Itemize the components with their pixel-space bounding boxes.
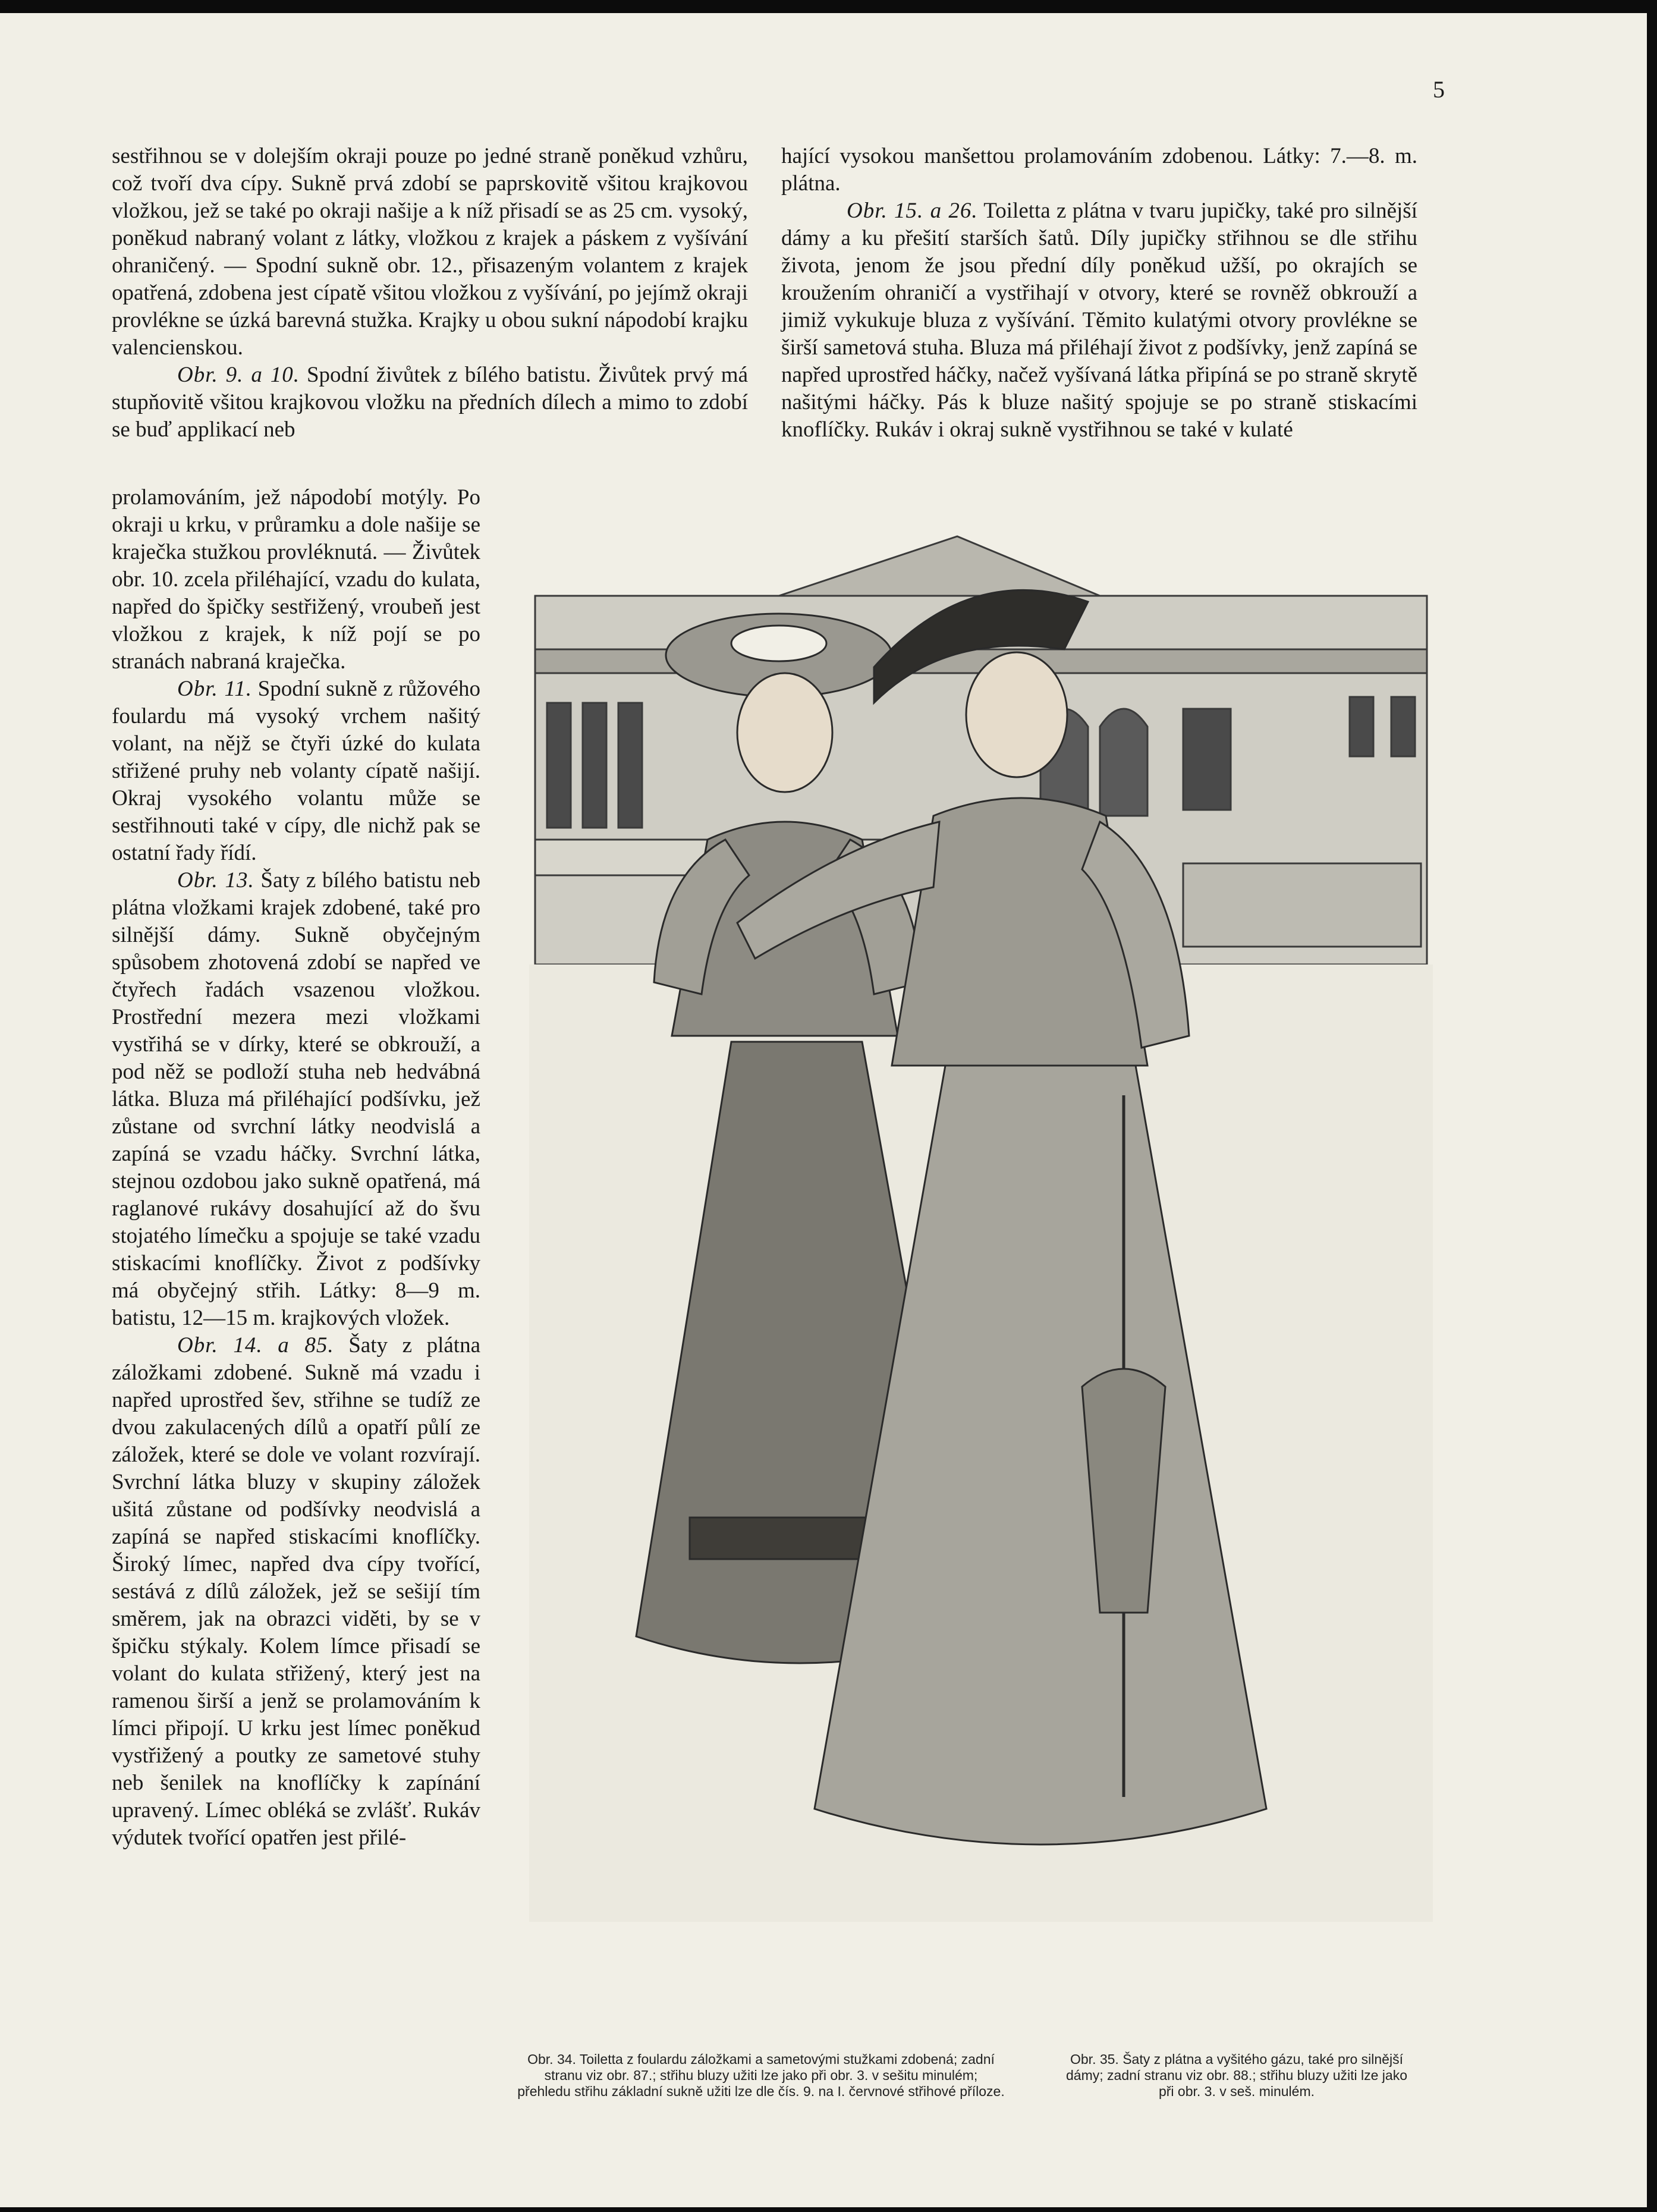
paragraph: hající vysokou manšettou prolamováním zdobenou. Látky: 7.—8. m. plátna. — [781, 144, 1417, 196]
paragraph — [781, 197, 1417, 444]
figure-reference: Obr. 15. a 26. — [847, 199, 978, 223]
paragraph: prolamováním, jež nápodobí motýly. Po okraji u krku, v průramku a dole našije se kraječka stužkou provléknutá. — Živůtek obr. 10. zcela přiléhající, vzadu do kulata, napřed do špičky sestřižený, vroubeň jest vložkou z krajek, k níž pojí se po stranách nabraná kraječka. — [112, 485, 480, 674]
figure-reference: Obr. 13. — [177, 868, 254, 893]
figure-reference: Obr. 14. a 85. — [177, 1333, 334, 1358]
paragraph — [112, 362, 748, 444]
paragraph — [112, 675, 480, 867]
right-column-top — [781, 143, 1417, 444]
paragraph — [112, 867, 480, 1332]
fashion-plate-drawing — [529, 530, 1433, 1922]
left-column-top — [112, 143, 748, 444]
page-number: 5 — [1433, 76, 1445, 103]
paragraph-text: Spodní živůtek z bílého batistu. Živůtek prvý má stupňovitě všitou krajkovou vložku na předních dílech a mimo to zdobí se buď applikací neb — [112, 363, 749, 442]
fashion-plate-illustration — [529, 530, 1433, 1922]
paragraph-text: Šaty z plátna záložkami zdobené. Sukně má vzadu i napřed uprostřed šev, střihne se tudíž ze dvou zakulacených dílů a opatří půlí ze záložek, které se dole ve volant rozvírají. Svrchní látka bluzy v skupiny záložek ušitá zůstane od podšívky neodvislá a zapíná se napřed stiskacími knoflíčky. Široký límec, napřed dva cípy tvořící, sestává z dílů záložek, jež se sešijí tím směrem, jak na obrazci viděti, by se v špičku stýkaly. Kolem límce přisadí se volant do kulata střižený, který jest na ramenou širší a jenž se prolamováním k límci připojí. U krku jest límec poněkud vystřižený a poutky ze sametové stuhy neb šenilek na knoflíčky k zapínání upravený. Límec obléká se zvlášť. Rukáv výdutek tvořící opatřen jest přilé- — [112, 1333, 480, 1850]
left-column-narrow — [112, 484, 480, 1852]
paragraph-text: Toiletta z plátna v tvaru jupičky, také pro silnější dámy a ku přešití starších šatů. Díly jupičky střihnou se dle střihu života, jenom že jsou přední díly poněkud užší, po okrajích se kroužením ohraničí a vystřihají v otvory, které se rovněž obkrouží a jimiž vykukuje bluza z vyšívání. Těmito kulatými otvory provlékne se širší sametová stuha. Bluza má přiléhají život z podšívky, jenž zapíná se napřed uprostřed háčky, načež vyšívaná látka připíná se po straně skrytě našitými háčky. Pás k bluze našitý spojuje se po straně stiskacími knoflíčky. Rukáv i okraj sukně vystřihnou se také v kulaté — [781, 199, 1417, 442]
figure-reference: Obr. 9. a 10. — [177, 363, 300, 387]
magazine-page — [0, 13, 1647, 2207]
figure-reference: Obr. 11. — [177, 677, 252, 701]
paragraph — [112, 1332, 480, 1852]
figure-caption-right: Obr. 35. Šaty z plátna a vyšitého gázu, také pro silnější dámy; zadní stranu viz obr. 88.; střihu bluzy užiti lze jako při obr. 3. v seš. minulém. — [1066, 2051, 1407, 2099]
paragraph: sestřihnou se v dolejším okraji pouze po jedné straně poněkud vzhůru, což tvoří dva cípy. Sukně prvá zdobí se paprskovitě všitou krajkovou vložkou, jež se také po okraji našije a k níž přisadí se as 25 cm. vysoký, poněkud nabraný volant z látky, vložkou z krajek a páskem z vyšívání ohraničený. — Spodní sukně obr. 12., přisazeným volantem z krajek opatřená, zdobena jest cípatě všitou vložkou z vyšívání, po jejímž okraji provlékne se úzká barevná stužka. Krajky u obou sukní nápodobí krajku valencienskou. — [112, 144, 748, 360]
paragraph-text: Šaty z bílého batistu neb plátna vložkami krajek zdobené, také pro silnější dámy. Sukně obyčejným spůsobem zhotovená zdobí se napřed ve čtyřech řadách vsazenou vložkou. Prostřední mezera mezi vložkami vystřihá se v dírky, které se obkrouží, a pod něž se podloží stuha neb hedvábná látka. Bluza má přiléhající podšívku, jež zůstane od svrchní látky neodvislá a zapíná se vzadu háčky. Svrchní látka, stejnou ozdobou jako sukně opatřená, má raglanové rukávy dosahující až do švu stojatého límečku a spojuje se také vzadu stiskacími knoflíčky. Život z podšívky má obyčejný střih. Látky: 8—9 m. batistu, 12—15 m. krajkových vložek. — [112, 868, 480, 1330]
paragraph-text: Spodní sukně z růžového foulardu má vysoký vrchem našitý volant, na nějž se čtyři úzké do kulata střižené pruhy neb volanty cípatě našijí. Okraj vysokého volantu může se sestřihnouti také v cípy, dle nichž pak se ostatní řady řídí. — [112, 677, 480, 865]
figure-caption-left: Obr. 34. Toiletta z foulardu záložkami a sametovými stužkami zdobená; zadní stranu viz obr. 87.; střihu bluzy užiti lze jako při obr. 3. v sešitu minulém; přehledu střihu základní sukně užiti lze dle čís. 9. na I. červnové střihové příloze. — [517, 2051, 1005, 2099]
